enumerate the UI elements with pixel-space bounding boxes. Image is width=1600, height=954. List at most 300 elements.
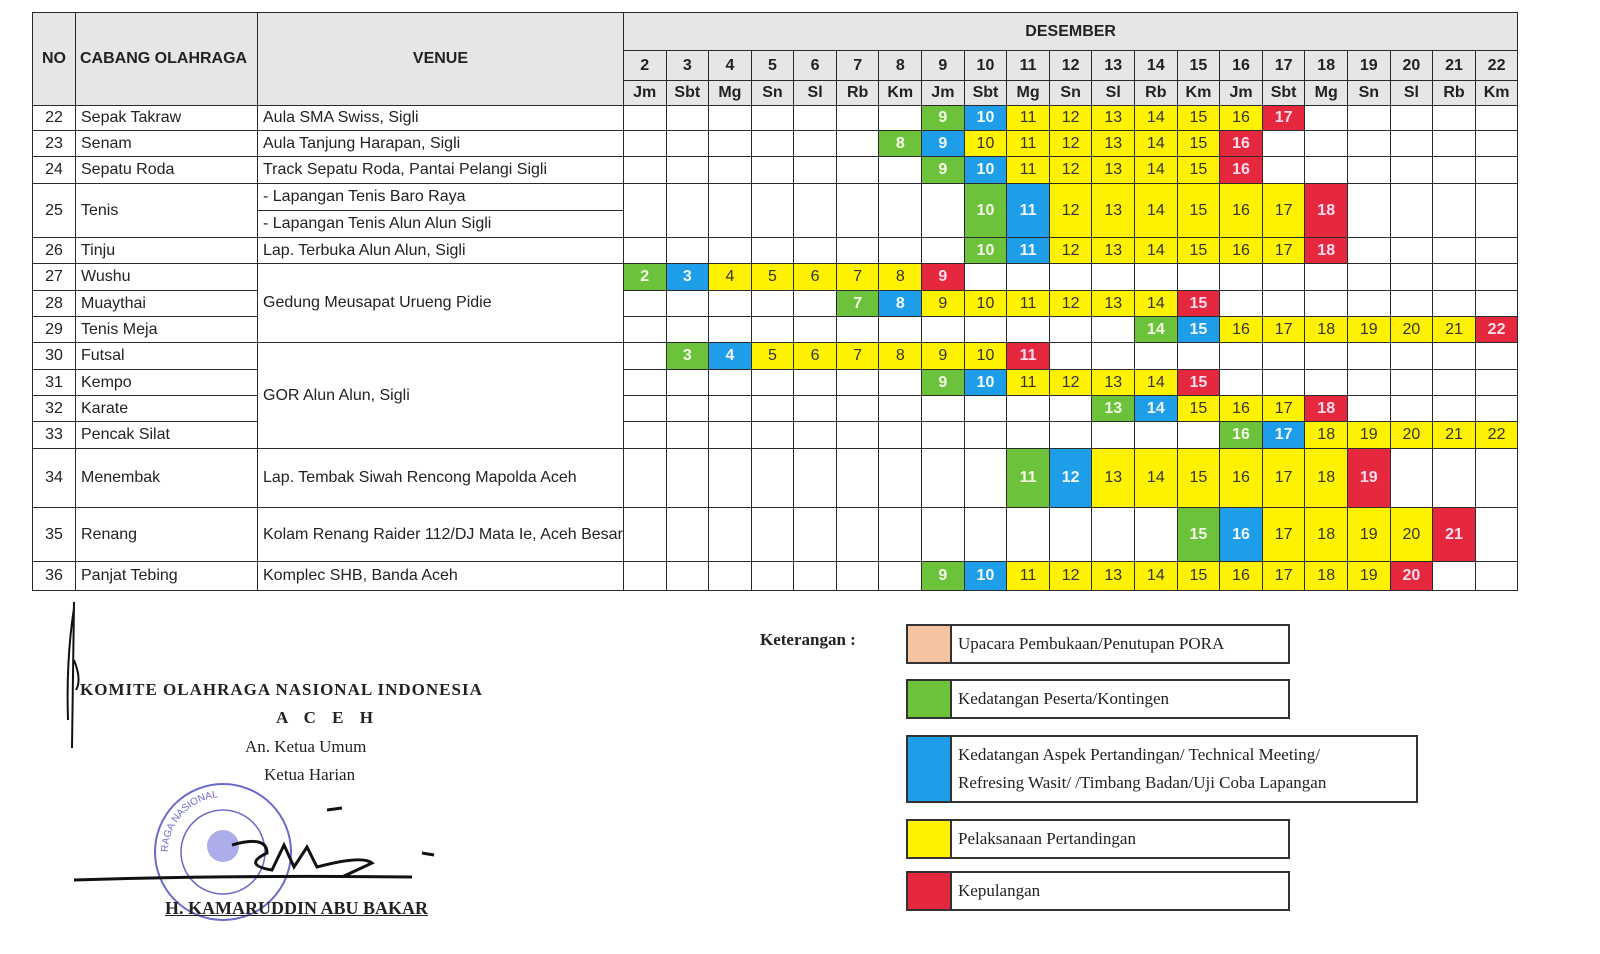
empty-cell bbox=[879, 508, 922, 562]
schedule-cell: 17 bbox=[1262, 396, 1305, 422]
empty-cell bbox=[623, 562, 666, 591]
row-number: 29 bbox=[33, 317, 76, 343]
venue: - Lapangan Tenis Alun Alun Sigli bbox=[258, 211, 624, 238]
header-date: 10 bbox=[964, 51, 1007, 81]
empty-cell bbox=[623, 131, 666, 157]
schedule-cell: 16 bbox=[1220, 106, 1263, 131]
schedule-cell: 10 bbox=[964, 106, 1007, 131]
schedule-cell: 18 bbox=[1305, 508, 1348, 562]
legend-label bbox=[952, 737, 1332, 801]
schedule-cell: 18 bbox=[1305, 317, 1348, 343]
schedule-cell: 17 bbox=[1262, 238, 1305, 264]
empty-cell bbox=[922, 508, 965, 562]
schedule-cell: 8 bbox=[879, 291, 922, 317]
empty-cell bbox=[1433, 106, 1476, 131]
schedule-cell: 10 bbox=[964, 238, 1007, 264]
schedule-cell: 10 bbox=[964, 562, 1007, 591]
schedule-cell: 15 bbox=[1177, 131, 1220, 157]
table-row bbox=[33, 106, 1518, 131]
empty-cell bbox=[751, 562, 794, 591]
sport-name: Sepak Takraw bbox=[76, 106, 258, 131]
legend-label-line: Refresing Wasit/ /Timbang Badan/Uji Coba Lapangan bbox=[958, 773, 1327, 792]
schedule-cell: 13 bbox=[1092, 106, 1135, 131]
table-row bbox=[33, 317, 1518, 343]
empty-cell bbox=[666, 238, 709, 264]
schedule-cell: 9 bbox=[922, 131, 965, 157]
empty-cell bbox=[794, 157, 837, 184]
empty-cell bbox=[666, 184, 709, 238]
legend-label bbox=[952, 821, 1142, 857]
header-date: 13 bbox=[1092, 51, 1135, 81]
empty-cell bbox=[1348, 291, 1391, 317]
empty-cell bbox=[666, 422, 709, 449]
empty-cell bbox=[836, 238, 879, 264]
schedule-cell: 17 bbox=[1262, 184, 1305, 238]
sport-name: Futsal bbox=[76, 343, 258, 370]
paraf-initial bbox=[60, 600, 90, 750]
empty-cell bbox=[709, 291, 752, 317]
empty-cell bbox=[836, 396, 879, 422]
schedule-cell: 14 bbox=[1135, 562, 1178, 591]
empty-cell bbox=[1305, 264, 1348, 291]
empty-cell bbox=[794, 396, 837, 422]
empty-cell bbox=[879, 422, 922, 449]
header-weekday: Km bbox=[1475, 81, 1518, 106]
schedule-cell: 21 bbox=[1433, 508, 1476, 562]
empty-cell bbox=[623, 396, 666, 422]
empty-cell bbox=[1390, 264, 1433, 291]
header-weekday: Km bbox=[879, 81, 922, 106]
empty-cell bbox=[1348, 396, 1391, 422]
handwritten-signature bbox=[72, 805, 452, 895]
empty-cell bbox=[1390, 343, 1433, 370]
empty-cell bbox=[666, 131, 709, 157]
empty-cell bbox=[1390, 106, 1433, 131]
empty-cell bbox=[1390, 184, 1433, 238]
schedule-cell: 11 bbox=[1007, 238, 1050, 264]
schedule-cell: 4 bbox=[709, 343, 752, 370]
empty-cell bbox=[1475, 370, 1518, 396]
empty-cell bbox=[1177, 264, 1220, 291]
table-row bbox=[33, 343, 1518, 370]
schedule-cell: 18 bbox=[1305, 238, 1348, 264]
empty-cell bbox=[1433, 370, 1476, 396]
empty-cell bbox=[794, 291, 837, 317]
empty-cell bbox=[922, 396, 965, 422]
header-date: 12 bbox=[1049, 51, 1092, 81]
empty-cell bbox=[1433, 449, 1476, 508]
schedule-cell: 14 bbox=[1135, 396, 1178, 422]
empty-cell bbox=[1007, 264, 1050, 291]
legend-item bbox=[906, 819, 1290, 859]
empty-cell bbox=[709, 508, 752, 562]
legend-label-line: Upacara Pembukaan/Penutupan PORA bbox=[958, 634, 1225, 653]
header-date: 20 bbox=[1390, 51, 1433, 81]
schedule-cell: 18 bbox=[1305, 396, 1348, 422]
schedule-cell: 11 bbox=[1007, 562, 1050, 591]
header-date: 2 bbox=[623, 51, 666, 81]
row-number: 24 bbox=[33, 157, 76, 184]
header-date: 8 bbox=[879, 51, 922, 81]
schedule-cell: 7 bbox=[836, 343, 879, 370]
empty-cell bbox=[751, 317, 794, 343]
empty-cell bbox=[836, 508, 879, 562]
empty-cell bbox=[1135, 508, 1178, 562]
schedule-cell: 15 bbox=[1177, 396, 1220, 422]
empty-cell bbox=[1475, 264, 1518, 291]
empty-cell bbox=[1433, 343, 1476, 370]
sport-name: Tinju bbox=[76, 238, 258, 264]
empty-cell bbox=[964, 264, 1007, 291]
schedule-cell: 17 bbox=[1262, 106, 1305, 131]
schedule-cell: 18 bbox=[1305, 184, 1348, 238]
empty-cell bbox=[666, 562, 709, 591]
sport-name: Karate bbox=[76, 396, 258, 422]
schedule-cell: 12 bbox=[1049, 131, 1092, 157]
empty-cell bbox=[922, 238, 965, 264]
table-row bbox=[33, 264, 1518, 291]
schedule-cell: 20 bbox=[1390, 317, 1433, 343]
empty-cell bbox=[623, 106, 666, 131]
empty-cell bbox=[836, 106, 879, 131]
schedule-cell: 11 bbox=[1007, 343, 1050, 370]
empty-cell bbox=[836, 449, 879, 508]
schedule-cell: 8 bbox=[879, 343, 922, 370]
empty-cell bbox=[1262, 157, 1305, 184]
schedule-cell: 16 bbox=[1220, 422, 1263, 449]
svg-text:RAGA NASIONAL: RAGA NASIONAL bbox=[159, 789, 219, 853]
empty-cell bbox=[879, 396, 922, 422]
schedule-cell: 8 bbox=[879, 131, 922, 157]
sport-name: Wushu bbox=[76, 264, 258, 291]
legend-swatch bbox=[908, 873, 952, 909]
schedule-cell: 9 bbox=[922, 343, 965, 370]
empty-cell bbox=[794, 449, 837, 508]
empty-cell bbox=[666, 157, 709, 184]
header-date: 19 bbox=[1348, 51, 1391, 81]
schedule-cell: 18 bbox=[1305, 562, 1348, 591]
schedule-cell: 14 bbox=[1135, 317, 1178, 343]
empty-cell bbox=[666, 317, 709, 343]
schedule-cell: 15 bbox=[1177, 157, 1220, 184]
empty-cell bbox=[709, 396, 752, 422]
empty-cell bbox=[1092, 264, 1135, 291]
schedule-cell: 11 bbox=[1007, 131, 1050, 157]
schedule-cell: 9 bbox=[922, 370, 965, 396]
schedule-cell: 9 bbox=[922, 291, 965, 317]
empty-cell bbox=[709, 562, 752, 591]
schedule-cell: 15 bbox=[1177, 238, 1220, 264]
schedule-cell: 15 bbox=[1177, 106, 1220, 131]
empty-cell bbox=[1475, 238, 1518, 264]
empty-cell bbox=[1092, 343, 1135, 370]
empty-cell bbox=[751, 508, 794, 562]
empty-cell bbox=[879, 238, 922, 264]
legend-title: Keterangan : bbox=[760, 630, 856, 649]
schedule-cell: 13 bbox=[1092, 562, 1135, 591]
schedule-cell: 19 bbox=[1348, 449, 1391, 508]
header-weekday: Km bbox=[1177, 81, 1220, 106]
empty-cell bbox=[836, 317, 879, 343]
empty-cell bbox=[794, 422, 837, 449]
empty-cell bbox=[964, 396, 1007, 422]
schedule-cell: 10 bbox=[964, 343, 1007, 370]
signer-name: H. KAMARUDDIN ABU BAKAR bbox=[165, 898, 429, 918]
schedule-cell: 12 bbox=[1049, 370, 1092, 396]
empty-cell bbox=[1390, 370, 1433, 396]
schedule-cell: 15 bbox=[1177, 184, 1220, 238]
empty-cell bbox=[964, 449, 1007, 508]
empty-cell bbox=[1135, 343, 1178, 370]
header-weekday: Jm bbox=[623, 81, 666, 106]
header-date: 9 bbox=[922, 51, 965, 81]
empty-cell bbox=[1390, 396, 1433, 422]
empty-cell bbox=[1305, 343, 1348, 370]
empty-cell bbox=[623, 343, 666, 370]
empty-cell bbox=[836, 184, 879, 238]
empty-cell bbox=[623, 291, 666, 317]
header-weekday: Sbt bbox=[666, 81, 709, 106]
schedule-cell: 9 bbox=[922, 264, 965, 291]
schedule-cell: 7 bbox=[836, 264, 879, 291]
empty-cell bbox=[1348, 264, 1391, 291]
header-month: DESEMBER bbox=[623, 13, 1517, 51]
sport-name: Senam bbox=[76, 131, 258, 157]
venue: Aula Tanjung Harapan, Sigli bbox=[258, 131, 624, 157]
schedule-cell: 5 bbox=[751, 264, 794, 291]
header-date: 7 bbox=[836, 51, 879, 81]
venue: Lap. Tembak Siwah Rencong Mapolda Aceh bbox=[258, 449, 624, 508]
empty-cell bbox=[1049, 396, 1092, 422]
empty-cell bbox=[794, 184, 837, 238]
schedule-cell: 17 bbox=[1262, 508, 1305, 562]
schedule-cell: 15 bbox=[1177, 449, 1220, 508]
legend-label-line: Kedatangan Peserta/Kontingen bbox=[958, 689, 1170, 708]
empty-cell bbox=[709, 449, 752, 508]
empty-cell bbox=[1348, 343, 1391, 370]
empty-cell bbox=[1433, 157, 1476, 184]
schedule-cell: 14 bbox=[1135, 157, 1178, 184]
empty-cell bbox=[751, 106, 794, 131]
empty-cell bbox=[922, 184, 965, 238]
schedule-cell: 10 bbox=[964, 291, 1007, 317]
sport-name: Muaythai bbox=[76, 291, 258, 317]
empty-cell bbox=[879, 184, 922, 238]
empty-cell bbox=[751, 396, 794, 422]
table-row bbox=[33, 131, 1518, 157]
row-number: 32 bbox=[33, 396, 76, 422]
empty-cell bbox=[879, 317, 922, 343]
header-date: 22 bbox=[1475, 51, 1518, 81]
row-number: 31 bbox=[33, 370, 76, 396]
org-region: A C E H bbox=[276, 708, 379, 727]
empty-cell bbox=[836, 157, 879, 184]
legend-label-line: Pelaksanaan Pertandingan bbox=[958, 829, 1136, 848]
empty-cell bbox=[666, 291, 709, 317]
row-number: 26 bbox=[33, 238, 76, 264]
empty-cell bbox=[1049, 422, 1092, 449]
schedule-cell: 8 bbox=[879, 264, 922, 291]
empty-cell bbox=[1390, 157, 1433, 184]
empty-cell bbox=[1305, 131, 1348, 157]
empty-cell bbox=[1433, 562, 1476, 591]
venue: GOR Alun Alun, Sigli bbox=[258, 343, 624, 449]
empty-cell bbox=[1433, 131, 1476, 157]
schedule-cell: 13 bbox=[1092, 131, 1135, 157]
schedule-cell: 14 bbox=[1135, 184, 1178, 238]
legend-item bbox=[906, 735, 1418, 803]
schedule-cell: 14 bbox=[1135, 449, 1178, 508]
venue: Gedung Meusapat Urueng Pidie bbox=[258, 264, 624, 343]
header-date: 18 bbox=[1305, 51, 1348, 81]
venue: Track Sepatu Roda, Pantai Pelangi Sigli bbox=[258, 157, 624, 184]
legend-label bbox=[952, 681, 1175, 717]
schedule-cell: 15 bbox=[1177, 562, 1220, 591]
table-row bbox=[33, 508, 1518, 562]
empty-cell bbox=[794, 508, 837, 562]
empty-cell bbox=[1348, 370, 1391, 396]
empty-cell bbox=[879, 106, 922, 131]
schedule-cell: 21 bbox=[1433, 317, 1476, 343]
header-weekday: Rb bbox=[836, 81, 879, 106]
header-date: 17 bbox=[1262, 51, 1305, 81]
schedule-cell: 9 bbox=[922, 157, 965, 184]
empty-cell bbox=[922, 317, 965, 343]
empty-cell bbox=[1390, 131, 1433, 157]
schedule-cell: 13 bbox=[1092, 370, 1135, 396]
schedule-cell: 21 bbox=[1433, 422, 1476, 449]
schedule-cell: 19 bbox=[1348, 508, 1391, 562]
empty-cell bbox=[1177, 343, 1220, 370]
legend-swatch bbox=[908, 821, 952, 857]
sport-name: Pencak Silat bbox=[76, 422, 258, 449]
header-date: 5 bbox=[751, 51, 794, 81]
empty-cell bbox=[1475, 131, 1518, 157]
empty-cell bbox=[751, 157, 794, 184]
legend-swatch bbox=[908, 626, 952, 662]
schedule-cell: 10 bbox=[964, 184, 1007, 238]
row-number: 34 bbox=[33, 449, 76, 508]
empty-cell bbox=[1262, 264, 1305, 291]
empty-cell bbox=[922, 422, 965, 449]
table-row bbox=[33, 449, 1518, 508]
empty-cell bbox=[879, 157, 922, 184]
empty-cell bbox=[1262, 291, 1305, 317]
empty-cell bbox=[1007, 508, 1050, 562]
schedule-cell: 16 bbox=[1220, 131, 1263, 157]
empty-cell bbox=[794, 106, 837, 131]
empty-cell bbox=[709, 238, 752, 264]
header-weekday: Mg bbox=[1305, 81, 1348, 106]
empty-cell bbox=[623, 508, 666, 562]
empty-cell bbox=[709, 317, 752, 343]
sport-name: Kempo bbox=[76, 370, 258, 396]
schedule-cell: 16 bbox=[1220, 508, 1263, 562]
schedule-cell: 2 bbox=[623, 264, 666, 291]
schedule-cell: 17 bbox=[1262, 422, 1305, 449]
empty-cell bbox=[836, 370, 879, 396]
empty-cell bbox=[1475, 291, 1518, 317]
schedule-cell: 9 bbox=[922, 562, 965, 591]
empty-cell bbox=[1305, 370, 1348, 396]
empty-cell bbox=[1475, 449, 1518, 508]
schedule-cell: 15 bbox=[1177, 317, 1220, 343]
header-weekday: Sn bbox=[1348, 81, 1391, 106]
empty-cell bbox=[1007, 317, 1050, 343]
schedule-cell: 16 bbox=[1220, 396, 1263, 422]
empty-cell bbox=[794, 562, 837, 591]
empty-cell bbox=[1135, 422, 1178, 449]
table-row bbox=[33, 562, 1518, 591]
schedule-cell: 13 bbox=[1092, 184, 1135, 238]
header-weekday: Sn bbox=[1049, 81, 1092, 106]
empty-cell bbox=[1092, 317, 1135, 343]
sport-name: Tenis Meja bbox=[76, 317, 258, 343]
empty-cell bbox=[879, 449, 922, 508]
empty-cell bbox=[1305, 106, 1348, 131]
empty-cell bbox=[964, 317, 1007, 343]
signer-role-2: Ketua Harian bbox=[264, 765, 356, 784]
schedule-cell: 14 bbox=[1135, 370, 1178, 396]
org-name: KOMITE OLAHRAGA NASIONAL INDONESIA bbox=[80, 680, 483, 699]
empty-cell bbox=[1007, 422, 1050, 449]
table-row bbox=[33, 396, 1518, 422]
row-number: 36 bbox=[33, 562, 76, 591]
sport-name: Tenis bbox=[76, 184, 258, 238]
empty-cell bbox=[1475, 343, 1518, 370]
schedule-cell: 12 bbox=[1049, 562, 1092, 591]
empty-cell bbox=[751, 184, 794, 238]
table-row bbox=[33, 291, 1518, 317]
empty-cell bbox=[1262, 343, 1305, 370]
empty-cell bbox=[1390, 291, 1433, 317]
empty-cell bbox=[1220, 264, 1263, 291]
legend-item bbox=[906, 871, 1290, 911]
legend-item bbox=[906, 679, 1290, 719]
empty-cell bbox=[879, 562, 922, 591]
schedule-cell: 5 bbox=[751, 343, 794, 370]
table-row bbox=[33, 370, 1518, 396]
empty-cell bbox=[964, 422, 1007, 449]
empty-cell bbox=[1049, 343, 1092, 370]
sport-name: Sepatu Roda bbox=[76, 157, 258, 184]
empty-cell bbox=[1475, 184, 1518, 238]
schedule-cell: 3 bbox=[666, 343, 709, 370]
legend-label-line: Kepulangan bbox=[958, 881, 1041, 900]
empty-cell bbox=[1007, 396, 1050, 422]
header-weekday: Sl bbox=[1092, 81, 1135, 106]
empty-cell bbox=[666, 106, 709, 131]
venue: Kolam Renang Raider 112/DJ Mata Ie, Aceh Besar bbox=[258, 508, 624, 562]
empty-cell bbox=[922, 449, 965, 508]
schedule-cell: 14 bbox=[1135, 291, 1178, 317]
empty-cell bbox=[623, 317, 666, 343]
schedule-cell: 15 bbox=[1177, 370, 1220, 396]
empty-cell bbox=[751, 370, 794, 396]
schedule-cell: 10 bbox=[964, 131, 1007, 157]
empty-cell bbox=[1475, 508, 1518, 562]
row-number: 28 bbox=[33, 291, 76, 317]
empty-cell bbox=[879, 370, 922, 396]
empty-cell bbox=[1475, 157, 1518, 184]
empty-cell bbox=[1348, 184, 1391, 238]
empty-cell bbox=[666, 370, 709, 396]
row-number: 33 bbox=[33, 422, 76, 449]
schedule-cell: 16 bbox=[1220, 157, 1263, 184]
empty-cell bbox=[1348, 238, 1391, 264]
schedule-cell: 17 bbox=[1262, 562, 1305, 591]
schedule-cell: 11 bbox=[1007, 291, 1050, 317]
